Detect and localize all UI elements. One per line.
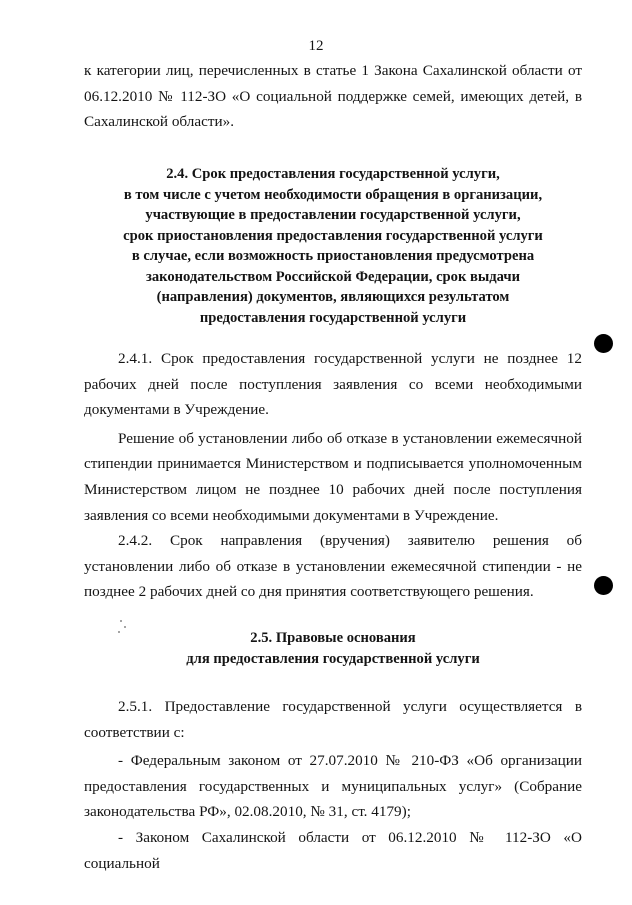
paragraph-2-4-1: 2.4.1. Срок предоставления государственной услуги не позднее 12 рабочих дней после поступления заявления со всеми необходимыми документами в Учреждение.: [84, 350, 582, 419]
intro-paragraph: к категории лиц, перечисленных в статье 1 Закона Сахалинской области от 06.12.2010 № 112-ЗО «О социальной поддержке семей, имеющих детей, в Сахалинской области».: [84, 62, 582, 131]
paragraph-2-4-2: 2.4.2. Срок направления (вручения) заявителю решения об установлении либо об отказе в установлении ежемесячной стипендии - не позднее 2 рабочих дней со дня принятия соответствующего решения.: [84, 532, 582, 601]
scan-speck: [118, 631, 120, 633]
paragraph-federal-law: - Федеральным законом от 27.07.2010 № 210-ФЗ «Об организации предоставления государственных и муниципальных услуг» (Собрание законодательства РФ», 02.08.2010, № 31, ст. 4179);: [84, 752, 582, 821]
page-number: 12: [308, 38, 324, 54]
scan-speck: [120, 620, 122, 622]
paragraph-2-5-1: 2.5.1. Предоставление государственной услуги осуществляется в соответствии с:: [84, 698, 582, 741]
section-2-5-body: [84, 694, 582, 876]
section-2-4-heading: [84, 164, 582, 328]
heading-line: срок приостановления предоставления государственной услуги: [123, 227, 543, 244]
heading-line: 2.4. Срок предоставления государственной услуги,: [166, 166, 500, 182]
heading-line: предоставления государственной услуги: [199, 309, 467, 326]
scan-speck: [124, 626, 126, 628]
heading-line: (направления) документов, являющихся результатом: [156, 289, 510, 305]
binder-hole-mark: [594, 576, 613, 595]
heading-line: в случае, если возможность приостановления предусмотрена: [131, 248, 535, 264]
heading-line: для предоставления государственной услуги: [186, 650, 480, 667]
section-2-4-body: [84, 346, 582, 605]
intro-text: [84, 58, 582, 135]
heading-line: законодательством Российской Федерации, срок выдачи: [145, 268, 521, 285]
heading-line: 2.5. Правовые основания: [250, 630, 416, 646]
heading-line: участвующие в предоставлении государственной услуги,: [145, 207, 521, 223]
binder-hole-mark: [594, 334, 613, 353]
heading-line: в том числе с учетом необходимости обращения в организации,: [123, 186, 543, 203]
section-2-5-heading: [84, 628, 582, 669]
paragraph-sakhalin-law: - Законом Сахалинской области от 06.12.2010 № 112-ЗО «О социальной: [84, 828, 582, 872]
paragraph-decision: Решение об установлении либо об отказе в установлении ежемесячной стипендии принимается Министерством и подписывается уполномоченным Министерством лицом не позднее 10 рабочих дней после поступления заявления со всеми необходимыми документами в Учреждение.: [84, 429, 582, 524]
